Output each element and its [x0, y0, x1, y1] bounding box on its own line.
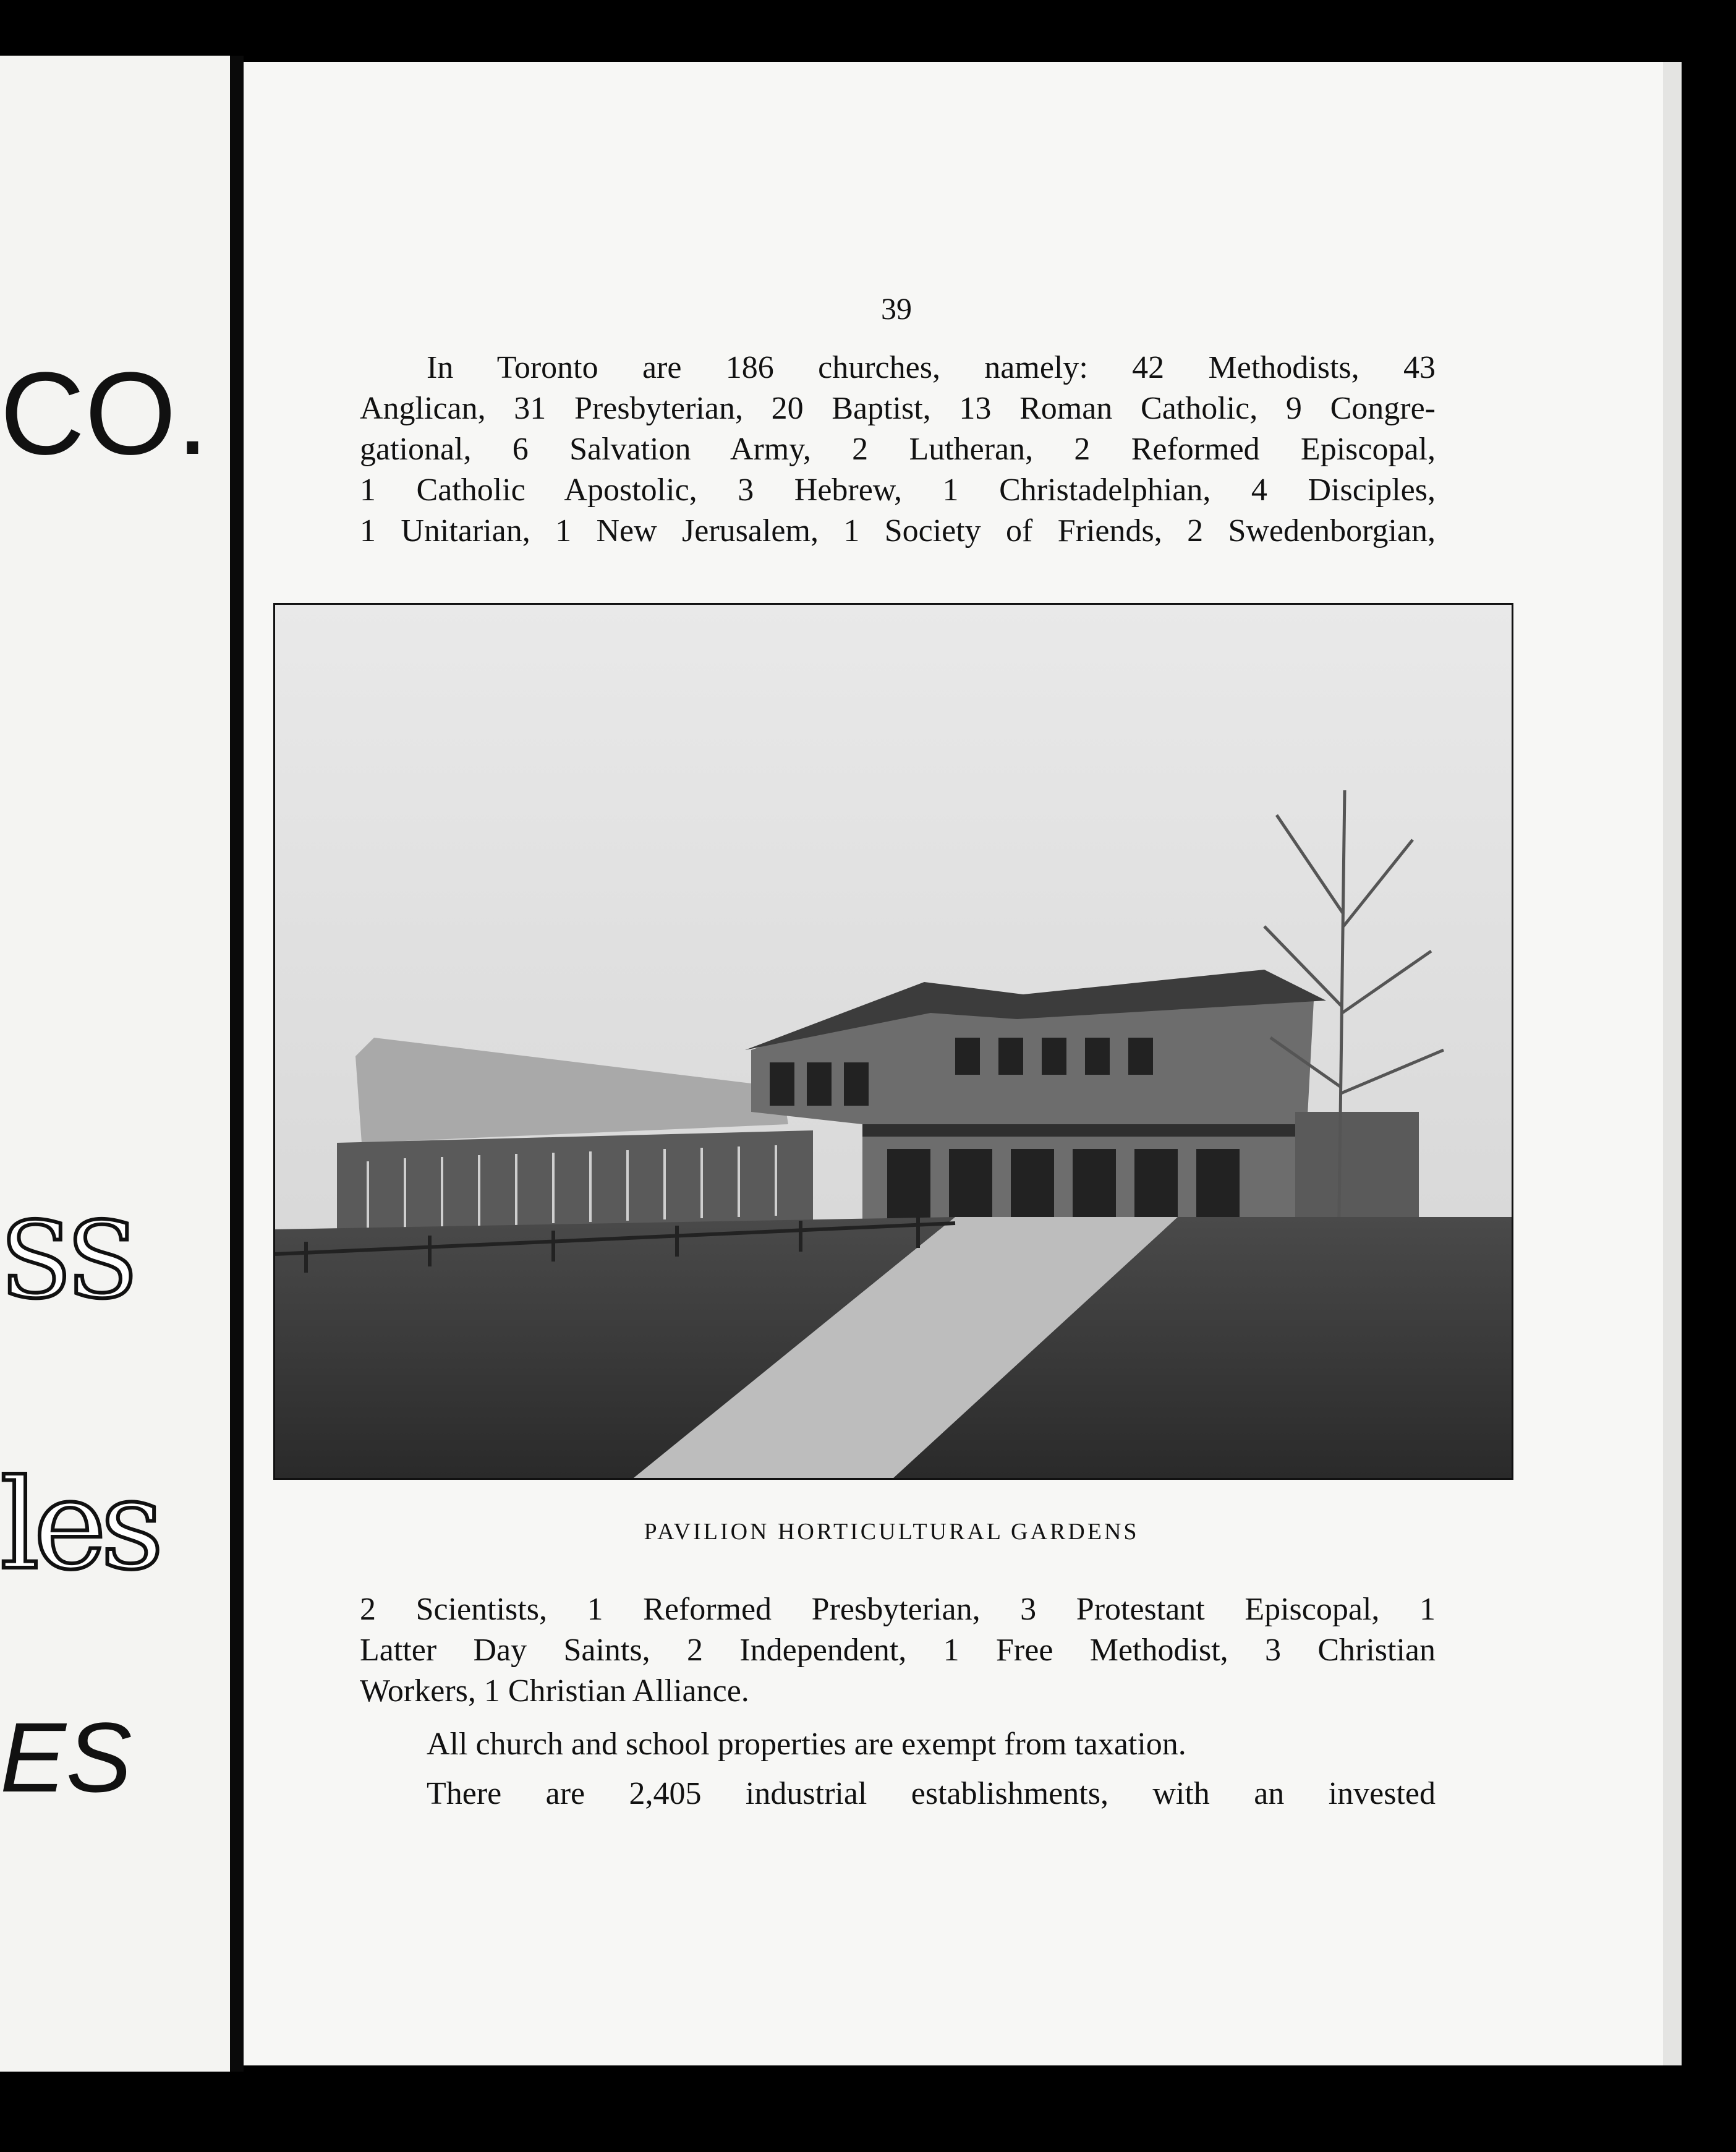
page-edge — [1663, 62, 1682, 2065]
churches-paragraph — [360, 348, 1436, 552]
text-line: 2 Scientists, 1 Reformed Presbyterian, 3 Protestant Episcopal, 1 — [360, 1592, 1436, 1627]
pavilion-photo — [273, 603, 1513, 1480]
left-page-fragment — [0, 56, 230, 2072]
book-gutter — [230, 56, 244, 2072]
text-line: Latter Day Saints, 2 Independent, 1 Free Methodist, 3 Christian — [360, 1633, 1436, 1668]
left-page-text-les: les — [0, 1453, 158, 1597]
page-number: 39 — [881, 291, 912, 326]
photo-caption: PAVILION HORTICULTURAL GARDENS — [644, 1519, 1139, 1545]
left-page-text-co: CO. — [0, 348, 209, 479]
tax-exemption-paragraph: All church and school properties are exempt from taxation. — [427, 1727, 1186, 1762]
text-line: 1 Unitarian, 1 New Jerusalem, 1 Society of Friends, 2 Swedenborgian, — [360, 513, 1436, 549]
left-page-text-es: ES — [0, 1702, 132, 1813]
left-page-text-ss: SS — [0, 1200, 135, 1322]
text-line: gational, 6 Salvation Army, 2 Lutheran, 2 Reformed Episcopal, — [360, 432, 1436, 467]
text-line: Workers, 1 Christian Alliance. — [360, 1673, 749, 1709]
text-line: Anglican, 31 Presbyterian, 20 Baptist, 13 Roman Catholic, 9 Congre- — [360, 391, 1436, 426]
text-line: 1 Catholic Apostolic, 3 Hebrew, 1 Christadelphian, 4 Disciples, — [360, 472, 1436, 508]
churches-paragraph-continued — [360, 1589, 1436, 1712]
industrial-paragraph: There are 2,405 industrial establishments, with an invested — [427, 1776, 1436, 1811]
text-line: In Toronto are 186 churches, namely: 42 Methodists, 43 — [427, 350, 1436, 385]
